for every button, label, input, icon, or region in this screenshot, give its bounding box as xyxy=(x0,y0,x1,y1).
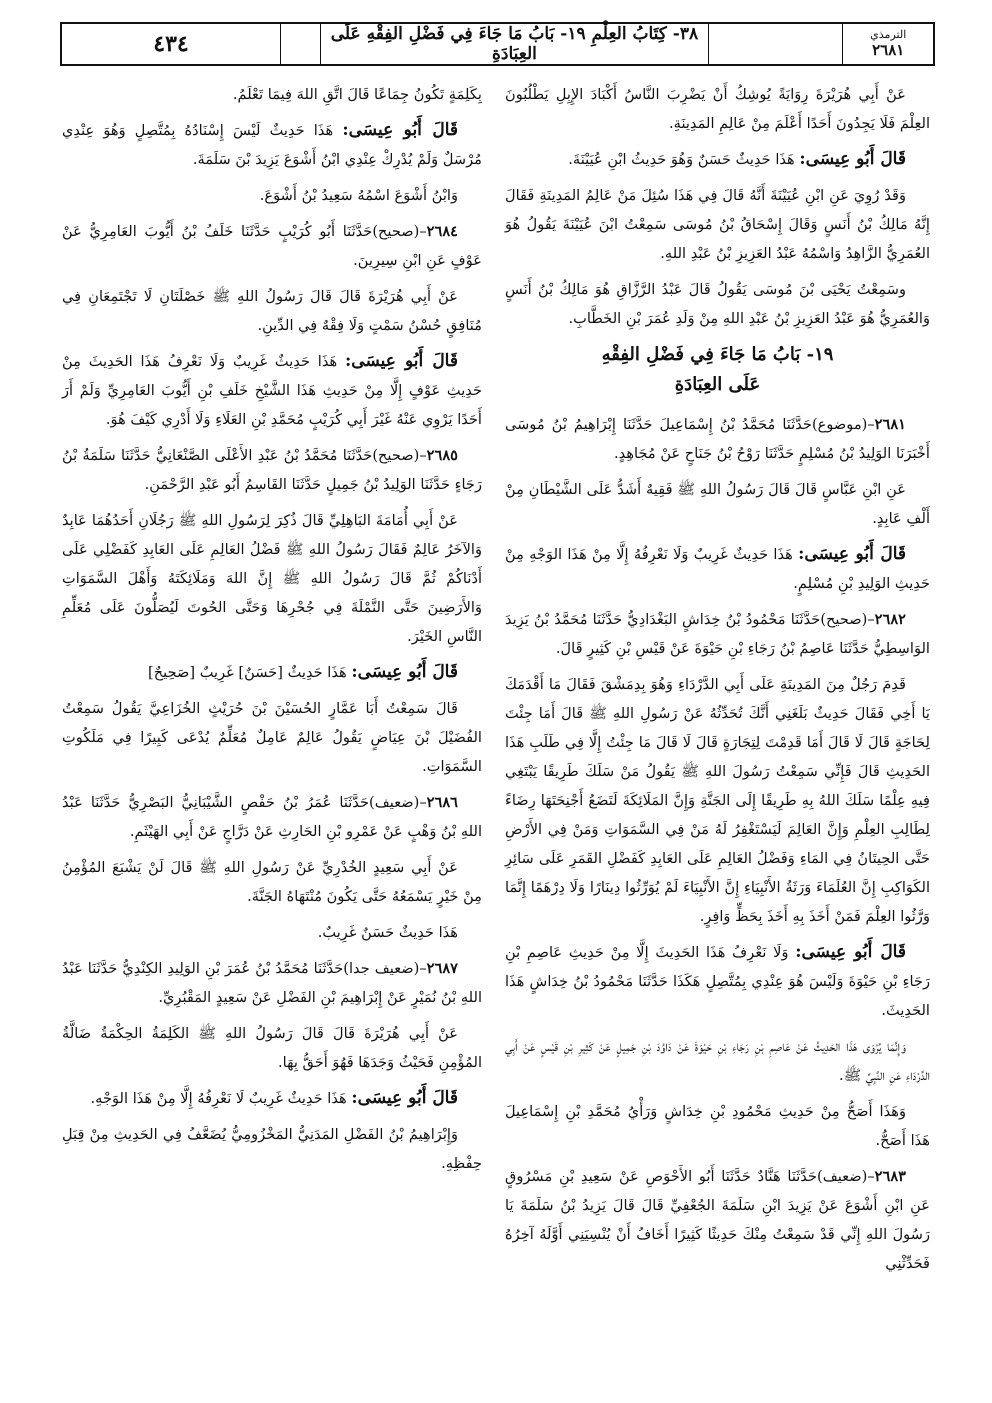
hadith-isnad: حَدَّثَنَا مُحَمَّدُ بْنُ إِسْمَاعِيلَ حَدَّثَنَا إِبْرَاهِيمُ بْنُ مُوسَى أَخْبَرَنَا الوَلِيدُ بْنُ مُسْلِمٍ حَدَّثَنَا رَوْحُ بْنُ جَنَاحٍ عَنْ مُجَاهِدٍ. xyxy=(505,416,930,462)
book-name: الترمذي xyxy=(870,28,907,42)
hadith-2685: ٢٦٨٥–(صحيح)حَدَّثَنَا مُحَمَّدُ بْنُ عَبْدِ الأَعْلَى الصَّنْعَانِيُّ حَدَّثَنَا سَلَمَةُ بْنُ رَجَاءٍ حَدَّثَنَا الوَلِيدُ بْنُ جَمِيلٍ حَدَّثَنَا القَاسِمُ أَبُو عَبْدِ الرَّحْمَنِ. xyxy=(62,447,482,493)
hadith-grade: (صحيح) xyxy=(372,447,420,464)
abu-isa-comment xyxy=(505,938,930,1025)
paragraph: قَدِمَ رَجُلٌ مِنَ المَدِينَةِ عَلَى أَبِي الدَّرْدَاءِ وَهُوَ بِدِمَشْقَ فَقَالَ مَا أَقْدَمَكَ يَا أَخِي فَقَالَ حَدِيثٌ بَلَغَنِي أَنَّكَ تُحَدِّثُهُ عَنْ رَسُولِ اللهِ ﷺ قَالَ أَمَا جِئْتَ لِحَاجَةٍ قَالَ لَا قَالَ أَمَا قَدِمْتَ لِتِجَارَةٍ قَالَ لَا قَالَ مَا جِئْتُ إِلَّا فِي طَلَبِ هَذَا الحَدِيثِ قَالَ فَإِنِّي سَمِعْتُ رَسُولَ اللهِ ﷺ يَقُولُ مَنْ سَلَكَ طَرِيقًا يَبْتَغِي فِيهِ عِلْمًا سَلَكَ اللهُ بِهِ طَرِيقًا إِلَى الجَنَّةِ وَإِنَّ المَلَائِكَةَ لَتَضَعُ أَجْنِحَتَهَا رِضَاءً لِطَالِبِ العِلْمِ وَإِنَّ العَالِمَ لَيَسْتَغْفِرُ لَهُ مَنْ فِي السَّمَوَاتِ وَمَنْ فِي الأَرْضِ حَتَّى الحِيتَانُ فِي المَاءِ وَفَضْلُ العَالِمِ عَلَى العَابِدِ كَفَضْلِ القَمَرِ عَلَى سَائِرِ الكَوَاكِبِ إِنَّ العُلَمَاءَ وَرَثَةُ الأَنْبِيَاءِ إِنَّ الأَنْبِيَاءَ لَمْ يُوَرِّثُوا دِينَارًا وَلَا دِرْهَمًا إِنَّمَا وَرَّثُوا العِلْمَ فَمَنْ أَخَذَ بِهِ أَخَذَ بِحَظٍّ وَافِرٍ. xyxy=(505,676,930,925)
abu-isa-comment xyxy=(62,116,482,174)
hadith-grade: (ضعيف) xyxy=(817,1168,868,1185)
abu-isa-comment xyxy=(505,145,930,174)
right-column xyxy=(505,80,930,1285)
hadith-number: ٢٦٨١ xyxy=(874,416,906,433)
paragraph: عَنْ أَبِي هُرَيْرَةَ قَالَ قَالَ رَسُولُ اللهِ ﷺ الكَلِمَةُ الحِكْمَةُ ضَالَّةُ المُؤْمِنِ فَحَيْثُ وَجَدَهَا فَهُوَ أَحَقُّ بِهَا. xyxy=(62,1025,482,1071)
paragraph: عَنِ ابْنِ عَبَّاسٍ قَالَ قَالَ رَسُولُ اللهِ ﷺ فَقِيهٌ أَشَدُّ عَلَى الشَّيْطَانِ مِنْ أَلْفِ عَابِدٍ. xyxy=(505,481,930,527)
chapter-heading xyxy=(505,340,930,400)
paragraph: وَابْنُ أَشْوَعَ اسْمُهُ سَعِيدُ بْنُ أَشْوَعَ. xyxy=(259,187,458,204)
hadith-2681: ٢٦٨١–(موضوع)حَدَّثَنَا مُحَمَّدُ بْنُ إِسْمَاعِيلَ حَدَّثَنَا إِبْرَاهِيمُ بْنُ مُوسَى أَخْبَرَنَا الوَلِيدُ بْنُ مُسْلِمٍ حَدَّثَنَا رَوْحُ بْنُ جَنَاحٍ عَنْ مُجَاهِدٍ. xyxy=(505,416,930,462)
comment-text: هَذَا حَدِيثٌ غَرِيبٌ وَلَا نَعْرِفُ هَذَا الحَدِيثَ مِنْ حَدِيثِ عَوْفٍ إِلَّا مِنْ حَدِيثِ هَذَا الشَّيْخِ خَلَفِ بْنِ أَيُّوبَ العَامِرِيِّ وَلَمْ أَرَ أَحَدًا يَرْوِي عَنْهُ غَيْرَ أَبِي كُرَيْبٍ مُحَمَّدِ بْنِ العَلَاءِ وَلَا أَدْرِي كَيْفَ هُوَ. xyxy=(62,353,482,428)
chapter-heading-line2: عَلَى العِبَادَةِ xyxy=(674,374,761,395)
abu-isa-label: قَالَ أَبُو عِيسَى: xyxy=(351,1088,458,1108)
comment-text: هَذَا حَدِيثٌ [حَسَنٌ] غَرِيبٌ [صَحِيحٌ] xyxy=(148,664,347,681)
hadith-isnad: حَدَّثَنَا مُحَمَّدُ بْنُ عَبْدِ الأَعْلَى الصَّنْعَانِيُّ حَدَّثَنَا سَلَمَةُ بْنُ رَجَاءٍ حَدَّثَنَا الوَلِيدُ بْنُ جَمِيلٍ حَدَّثَنَا القَاسِمُ أَبُو عَبْدِ الرَّحْمَنِ. xyxy=(62,447,482,493)
hadith-2684: ٢٦٨٤–(صحيح)حَدَّثَنَا أَبُو كُرَيْبٍ حَدَّثَنَا خَلَفُ بْنُ أَيُّوبَ العَامِرِيُّ عَنْ عَوْفٍ عَنِ ابْنِ سِيرِينَ. xyxy=(62,223,482,269)
hadith-2686: ٢٦٨٦–(ضعيف)حَدَّثَنَا عُمَرُ بْنُ حَفْصٍ الشَّيْبَانِيُّ البَصْرِيُّ حَدَّثَنَا عَبْدُ اللهِ بْنُ وَهْبٍ عَنْ عَمْرِو بْنِ الحَارِثِ عَنْ دَرَّاجٍ عَنْ أَبِي الهَيْثَمِ. xyxy=(62,794,482,840)
hadith-2683: ٢٦٨٣–(ضعيف)حَدَّثَنَا هَنَّادٌ حَدَّثَنَا أَبُو الأَحْوَصِ عَنْ سَعِيدِ بْنِ مَسْرُوقٍ عَنِ ابْنِ أَشْوَعَ عَنْ يَزِيدَ ابْنِ سَلَمَةَ الجُعْفِيِّ قَالَ قَالَ يَزِيدُ بْنُ سَلَمَةَ يَا رَسُولَ اللهِ إِنِّي قَدْ سَمِعْتُ مِنْكَ حَدِيثًا كَثِيرًا أَخَافُ أَنْ يُنْسِيَنِي أَوَّلَهُ آخِرُهُ فَحَدِّثْنِي xyxy=(505,1168,930,1272)
comment-text: هَذَا حَدِيثٌ غَرِيبٌ وَلَا نَعْرِفُهُ إِلَّا مِنْ هَذَا الوَجْهِ مِنْ حَدِيثِ الوَلِيدِ بْنِ مُسْلِمٍ. xyxy=(505,546,930,592)
comment-text: هَذَا حَدِيثٌ لَيْسَ إِسْنَادُهُ بِمُتَّصِلٍ وَهُوَ عِنْدِي مُرْسَلٌ وَلَمْ يُدْرِكْ عِنْدِي ابْنُ أَشْوَعَ يَزِيدَ بْنَ سَلَمَةَ. xyxy=(62,122,482,168)
paragraph: وَإِنَّمَا يُرْوَى هَذَا الحَدِيثُ عَنْ عَاصِمِ بْنِ رَجَاءِ بْنِ حَيْوَةَ عَنْ دَاوُدَ بْنِ جَمِيلٍ عَنْ كَثِيرِ بْنِ قَيْسٍ عَنْ أَبِي الدَّرْدَاءِ عَنِ النَّبِيِّ ﷺ. xyxy=(505,1038,930,1084)
hadith-grade: (ضعيف جدا) xyxy=(343,960,420,977)
abu-isa-label: قَالَ أَبُو عِيسَى: xyxy=(342,120,458,140)
header-title: ٣٨- كِتَابُ العِلْمِ ١٩- بَابُ مَا جَاءَ فِي فَضْلِ الفِقْهِ عَلَى العِبَادَةِ xyxy=(321,24,709,64)
hadith-number: ٢٦٨٤ xyxy=(426,223,458,240)
paragraph: عَنْ أَبِي أُمَامَةَ البَاهِلِيِّ قَالَ ذُكِرَ لِرَسُولِ اللهِ ﷺ رَجُلَانِ أَحَدُهُمَا عَابِدٌ وَالآخَرُ عَالِمٌ فَقَالَ رَسُولُ اللهِ ﷺ فَضْلُ العَالِمِ عَلَى العَابِدِ كَفَضْلِي عَلَى أَدْنَاكُمْ ثُمَّ قَالَ رَسُولُ اللهِ ﷺ إِنَّ اللهَ وَمَلَائِكَتَهُ وَأَهْلَ السَّمَوَاتِ وَالأَرَضِينَ حَتَّى النَّمْلَةَ فِي جُحْرِهَا وَحَتَّى الحُوتَ لَيُصَلُّونَ عَلَى مُعَلِّمِ النَّاسِ الخَيْرَ. xyxy=(62,512,482,645)
abu-isa-comment xyxy=(505,540,930,598)
paragraph: عَنْ أَبِي سَعِيدٍ الخُدْرِيِّ عَنْ رَسُولِ اللهِ ﷺ قَالَ لَنْ يَشْبَعَ المُؤْمِنُ مِنْ خَيْرٍ يَسْمَعُهُ حَتَّى يَكُونَ مُنْتَهَاهُ الجَنَّةَ. xyxy=(62,859,482,905)
hadith-number: ٢٦٨٧ xyxy=(426,960,458,977)
abu-isa-comment xyxy=(62,658,482,687)
comment-text: هَذَا حَدِيثٌ غَرِيبٌ لَا نَعْرِفُهُ إِلَّا مِنْ هَذَا الوَجْهِ. xyxy=(90,1090,347,1107)
book-hadith-number: ٢٦٨١ xyxy=(872,40,905,59)
hadith-2687: ٢٦٨٧–(ضعيف جدا)حَدَّثَنَا مُحَمَّدُ بْنُ عُمَرَ بْنِ الوَلِيدِ الكِنْدِيُّ حَدَّثَنَا عَبْدُ اللهِ بْنُ نُمَيْرٍ عَنْ إِبْرَاهِيمَ بْنِ الفَضْلِ عَنْ سَعِيدٍ المَقْبُرِيِّ. xyxy=(62,960,482,1006)
paragraph: وَإِبْرَاهِيمُ بْنُ الفَضْلِ المَدَنِيُّ المَخْزُومِيُّ يُضَعَّفُ فِي الحَدِيثِ مِنْ قِبَلِ حِفْظِهِ. xyxy=(62,1126,482,1172)
left-column xyxy=(62,80,482,1185)
paragraph: عَنْ أَبِي هُرَيْرَةَ رِوَايَةً يُوشِكُ أَنْ يَضْرِبَ النَّاسُ أَكْبَادَ الإِبِلِ يَطْلُبُونَ العِلْمَ فَلَا يَجِدُونَ أَحَدًا أَعْلَمَ مِنْ عَالِمِ المَدِينَةِ. xyxy=(505,86,930,132)
abu-isa-label: قَالَ أَبُو عِيسَى: xyxy=(798,544,907,564)
abu-isa-comment xyxy=(62,1084,482,1113)
paragraph: بِكَلِمَةٍ تَكُونُ جِمَاعًا قَالَ اتَّقِ اللهَ فِيمَا تَعْلَمُ. xyxy=(232,86,482,103)
comment-text: وَلَا نَعْرِفُ هَذَا الحَدِيثَ إِلَّا مِنْ حَدِيثِ عَاصِمِ بْنِ رَجَاءِ بْنِ حَيْوَةَ وَلَيْسَ هُوَ عِنْدِي بِمُتَّصِلٍ هَكَذَا حَدَّثَنَا مَحْمُودُ بْنُ خِدَاشٍ هَذَا الحَدِيثَ. xyxy=(505,944,930,1019)
abu-isa-comment xyxy=(62,347,482,434)
hadith-number: ٢٦٨٢ xyxy=(874,611,906,628)
paragraph: قَالَ سَمِعْتُ أَبَا عَمَّارٍ الحُسَيْنَ بْنَ حُرَيْثٍ الخُزَاعِيَّ يَقُولُ سَمِعْتُ الفُضَيْلَ بْنَ عِيَاضٍ يَقُولُ عَالِمٌ عَامِلٌ مُعَلِّمٌ يُدْعَى كَبِيرًا فِي مَلَكُوتِ السَّمَوَاتِ. xyxy=(62,700,482,775)
abu-isa-label: قَالَ أَبُو عِيسَى: xyxy=(351,662,458,682)
hadith-isnad: حَدَّثَنَا هَنَّادٌ حَدَّثَنَا أَبُو الأَحْوَصِ عَنْ سَعِيدِ بْنِ مَسْرُوقٍ عَنِ ابْنِ أَشْوَعَ عَنْ يَزِيدَ ابْنِ سَلَمَةَ الجُعْفِيِّ قَالَ قَالَ يَزِيدُ بْنُ سَلَمَةَ يَا رَسُولَ اللهِ إِنِّي قَدْ سَمِعْتُ مِنْكَ حَدِيثًا كَثِيرًا أَخَافُ أَنْ يُنْسِيَنِي أَوَّلَهُ آخِرُهُ فَحَدِّثْنِي xyxy=(505,1168,930,1272)
running-header xyxy=(60,22,935,66)
hadith-grade: (موضوع) xyxy=(811,416,868,433)
hadith-grade: (صحيح) xyxy=(820,611,868,628)
header-spacer-right xyxy=(709,24,843,64)
hadith-isnad: حَدَّثَنَا أَبُو كُرَيْبٍ حَدَّثَنَا خَلَفُ بْنُ أَيُّوبَ العَامِرِيُّ عَنْ عَوْفٍ عَنِ ابْنِ سِيرِينَ. xyxy=(62,223,482,269)
hadith-number: ٢٦٨٣ xyxy=(874,1168,906,1185)
paragraph: وَقَدْ رُوِيَ عَنِ ابْنِ عُيَيْنَةَ أَنَّهُ قَالَ فِي هَذَا سُئِلَ مَنْ عَالِمُ المَدِينَةِ فَقَالَ إِنَّهُ مَالِكُ بْنُ أَنَسٍ وَقَالَ إِسْحَاقُ بْنُ مُوسَى سَمِعْتُ ابْنَ عُيَيْنَةَ يَقُولُ هُوَ العُمَرِيُّ الزَّاهِدُ وَاسْمُهُ عَبْدُ العَزِيزِ بْنُ عَبْدِ اللهِ. xyxy=(505,187,930,262)
abu-isa-label: قَالَ أَبُو عِيسَى: xyxy=(799,149,906,169)
hadith-2682: ٢٦٨٢–(صحيح)حَدَّثَنَا مَحْمُودُ بْنُ خِدَاشٍ البَغْدَادِيُّ حَدَّثَنَا مُحَمَّدُ بْنُ يَزِيدَ الوَاسِطِيُّ حَدَّثَنَا عَاصِمُ بْنُ رَجَاءِ بْنِ حَيْوَةَ عَنْ قَيْسِ بْنِ كَثِيرٍ قَالَ. xyxy=(505,611,930,657)
paragraph: هَذَا حَدِيثٌ حَسَنٌ غَرِيبٌ. xyxy=(317,924,458,941)
hadith-isnad: حَدَّثَنَا مَحْمُودُ بْنُ خِدَاشٍ البَغْدَادِيُّ حَدَّثَنَا مُحَمَّدُ بْنُ يَزِيدَ الوَاسِطِيُّ حَدَّثَنَا عَاصِمُ بْنُ رَجَاءِ بْنِ حَيْوَةَ عَنْ قَيْسِ بْنِ كَثِيرٍ قَالَ. xyxy=(505,611,930,657)
hadith-grade: (صحيح) xyxy=(372,223,420,240)
hadith-isnad: حَدَّثَنَا مُحَمَّدُ بْنُ عُمَرَ بْنِ الوَلِيدِ الكِنْدِيُّ حَدَّثَنَا عَبْدُ اللهِ بْنُ نُمَيْرٍ عَنْ إِبْرَاهِيمَ بْنِ الفَضْلِ عَنْ سَعِيدٍ المَقْبُرِيِّ. xyxy=(62,960,482,1006)
hadith-grade: (ضعيف) xyxy=(369,794,420,811)
abu-isa-label: قَالَ أَبُو عِيسَى: xyxy=(345,351,458,371)
page-number: ٤٣٤ xyxy=(62,24,281,64)
abu-isa-label: قَالَ أَبُو عِيسَى: xyxy=(795,942,906,962)
paragraph: وَهَذَا أَصَحُّ مِنْ حَدِيثِ مَحْمُودِ بْنِ خِدَاشٍ وَرَأْيُ مُحَمَّدِ بْنِ إِسْمَاعِيلَ هَذَا أَصَحُّ. xyxy=(505,1103,930,1149)
comment-text: هَذَا حَدِيثٌ حَسَنٌ وَهُوَ حَدِيثُ ابْنِ عُيَيْنَةَ. xyxy=(568,151,795,168)
hadith-number: ٢٦٨٥ xyxy=(426,447,458,464)
chapter-heading-line1: ١٩- بَابُ مَا جَاءَ فِي فَضْلِ الفِقْهِ xyxy=(601,344,834,365)
paragraph: عَنْ أَبِي هُرَيْرَةَ قَالَ قَالَ رَسُولُ اللهِ ﷺ خَصْلَتَانِ لَا تَجْتَمِعَانِ فِي مُنَافِقٍ حُسْنُ سَمْتٍ وَلَا فِقْهٌ فِي الدِّينِ. xyxy=(62,288,482,334)
header-book-box xyxy=(843,24,933,64)
header-spacer-left xyxy=(281,24,321,64)
hadith-number: ٢٦٨٦ xyxy=(426,794,458,811)
paragraph: وسَمِعْتُ يَحْيَى بْنَ مُوسَى يَقُولُ قَالَ عَبْدُ الرَّزَّاقِ هُوَ مَالِكُ بْنُ أَنَسٍ وَالعُمَرِيُّ هُوَ عَبْدُ العَزِيزِ بْنُ عَبْدِ اللهِ مِنْ وَلَدِ عُمَرَ بْنِ الخَطَّابِ. xyxy=(505,281,930,327)
hadith-isnad: حَدَّثَنَا عُمَرُ بْنُ حَفْصٍ الشَّيْبَانِيُّ البَصْرِيُّ حَدَّثَنَا عَبْدُ اللهِ بْنُ وَهْبٍ عَنْ عَمْرِو بْنِ الحَارِثِ عَنْ دَرَّاجٍ عَنْ أَبِي الهَيْثَمِ. xyxy=(62,794,482,840)
